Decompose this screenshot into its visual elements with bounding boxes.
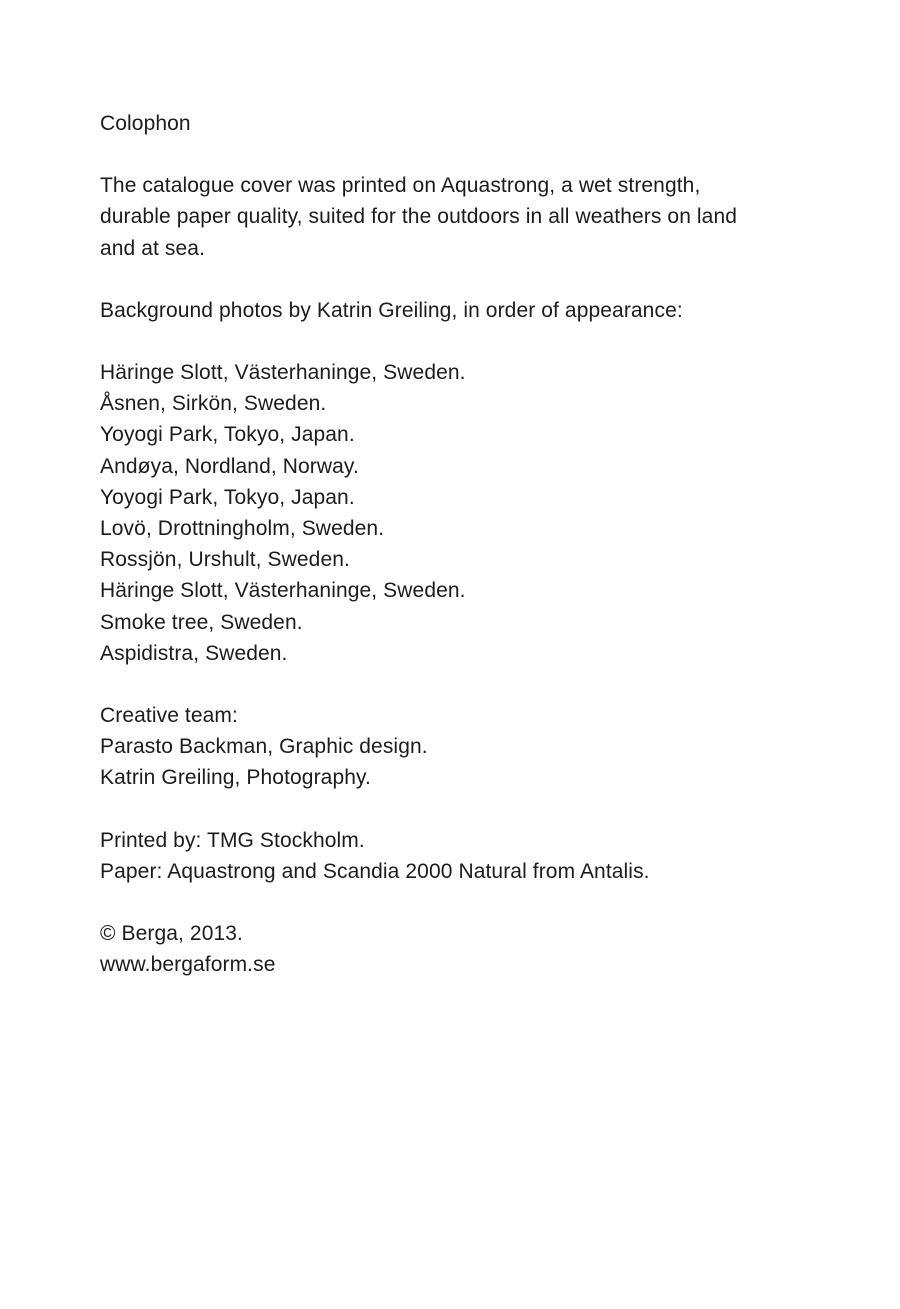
photo-location-item: Häringe Slott, Västerhaninge, Sweden. xyxy=(100,579,466,603)
photo-location-item: Yoyogi Park, Tokyo, Japan. xyxy=(100,485,355,509)
copyright-line: © Berga, 2013. xyxy=(100,922,243,946)
photo-location-item: Aspidistra, Sweden. xyxy=(100,641,288,665)
creative-team-heading: Creative team: xyxy=(100,704,238,728)
page-title: Colophon xyxy=(100,112,191,135)
intro-line: The catalogue cover was printed on Aquastrong, a wet strength, xyxy=(100,174,701,198)
printing-block xyxy=(100,825,800,887)
photo-location-item: Häringe Slott, Västerhaninge, Sweden. xyxy=(100,361,466,385)
intro-paragraph xyxy=(100,170,800,264)
photo-location-item: Rossjön, Urshult, Sweden. xyxy=(100,548,350,572)
paper-line: Paper: Aquastrong and Scandia 2000 Natural from Antalis. xyxy=(100,859,650,883)
printed-by-line: Printed by: TMG Stockholm. xyxy=(100,828,365,852)
footer-block xyxy=(100,918,800,980)
credit-line: Katrin Greiling, Photography. xyxy=(100,766,371,790)
photos-heading: Background photos by Katrin Greiling, in order of appearance: xyxy=(100,298,683,322)
credit-line: Parasto Backman, Graphic design. xyxy=(100,735,428,759)
photo-location-item: Smoke tree, Sweden. xyxy=(100,610,303,634)
photo-locations-list xyxy=(100,357,800,669)
website-url: www.bergaform.se xyxy=(100,953,276,977)
intro-line: and at sea. xyxy=(100,236,206,260)
creative-team-block xyxy=(100,700,800,794)
colophon-heading-block xyxy=(100,108,800,139)
photo-location-item: Andøya, Nordland, Norway. xyxy=(100,454,359,478)
photo-location-item: Åsnen, Sirkön, Sweden. xyxy=(100,392,327,416)
photos-heading-block xyxy=(100,295,800,326)
photo-location-item: Yoyogi Park, Tokyo, Japan. xyxy=(100,423,355,447)
intro-line: durable paper quality, suited for the outdoors in all weathers on land xyxy=(100,205,738,229)
photo-location-item: Lovö, Drottningholm, Sweden. xyxy=(100,517,385,541)
